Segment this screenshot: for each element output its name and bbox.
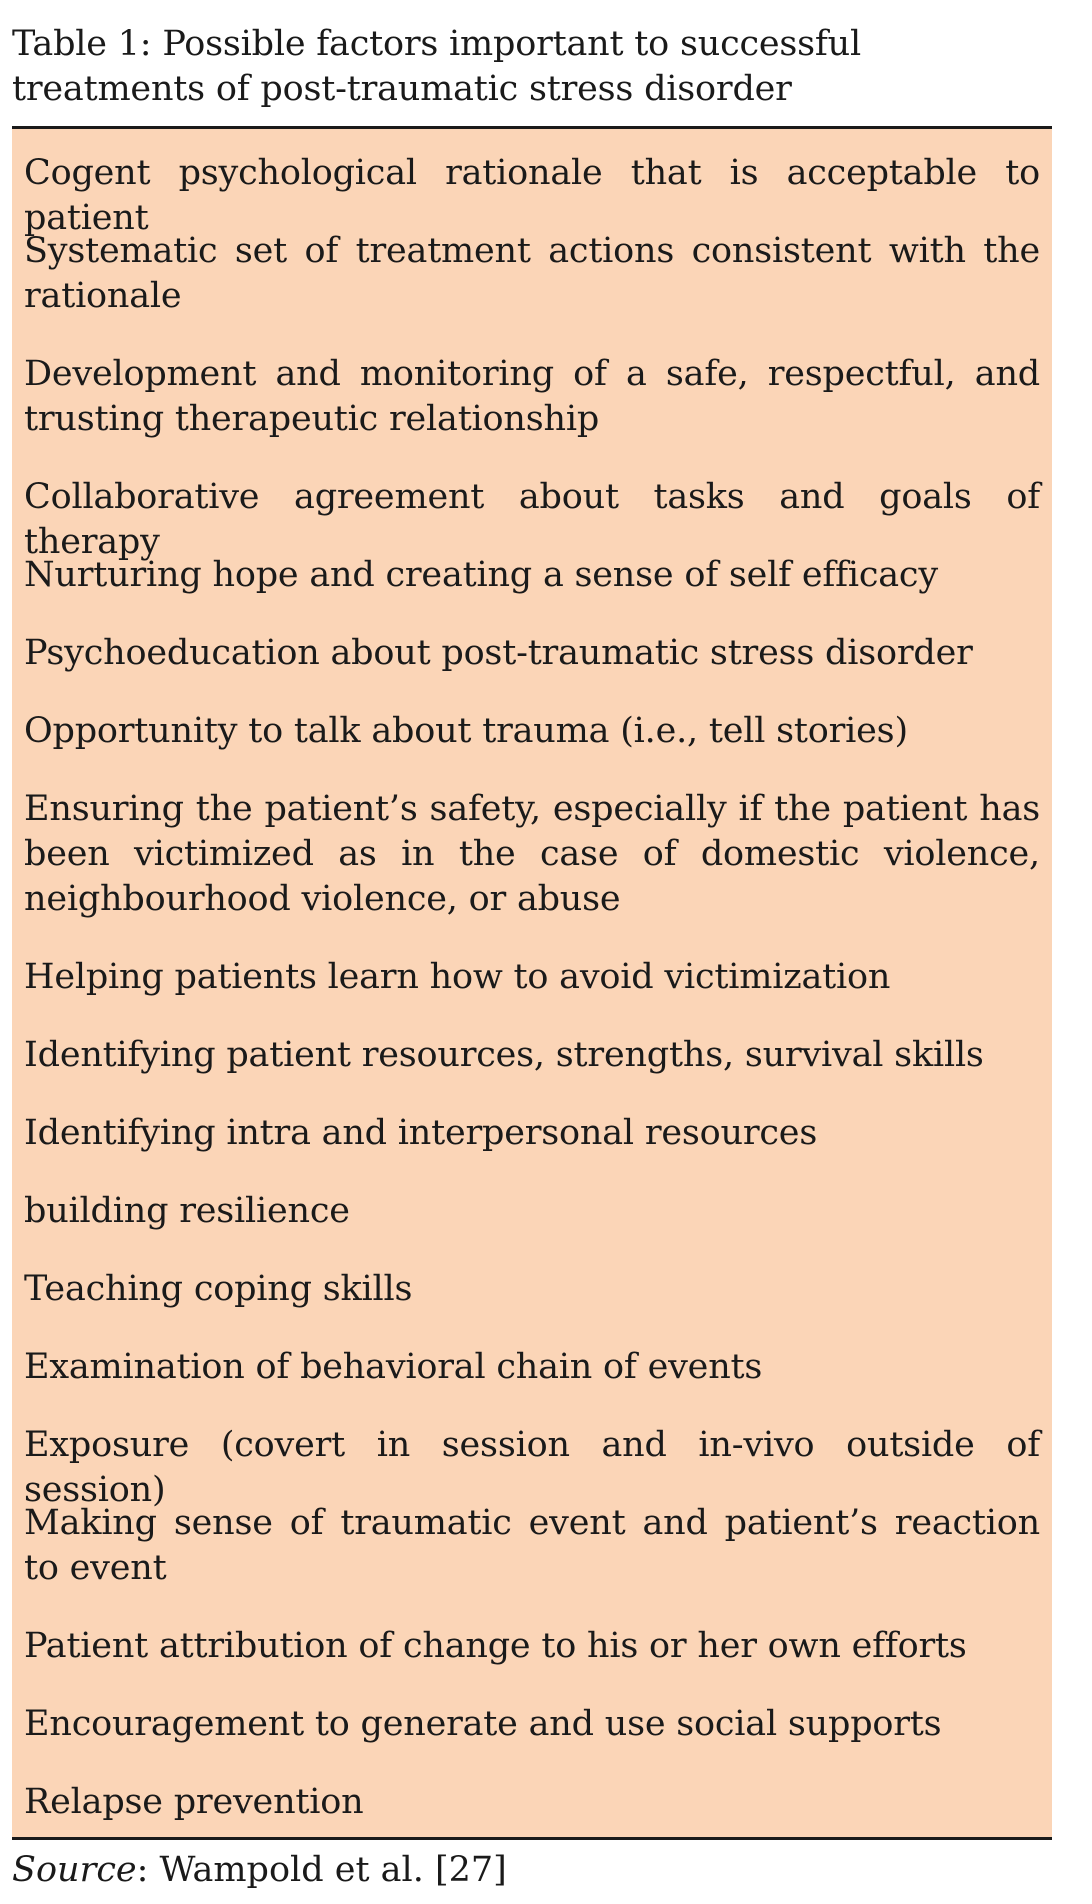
table-row: Collaborative agreement about tasks and goals of therapy bbox=[24, 477, 1040, 562]
table-row: Opportunity to talk about trauma (i.e., tell stories) bbox=[24, 711, 908, 751]
table-row: Relapse prevention bbox=[24, 1782, 364, 1822]
table-row: Encouragement to generate and use social supports bbox=[24, 1704, 942, 1744]
table-caption: Table 1: Possible factors important to successful treatments of post-traumatic stress disorder bbox=[12, 24, 861, 109]
source-label: Source bbox=[12, 1850, 137, 1890]
table-row: Systematic set of treatment actions consistent with the rationale bbox=[24, 231, 1040, 316]
table-row: Making sense of traumatic event and patient’s reaction to event bbox=[24, 1503, 1040, 1588]
table-row: Psychoeducation about post-traumatic stress disorder bbox=[24, 633, 973, 673]
table-row: Identifying intra and interpersonal resources bbox=[24, 1113, 818, 1153]
table-row: Cogent psychological rationale that is acceptable to patient bbox=[24, 153, 1040, 238]
table-row: building resilience bbox=[24, 1191, 350, 1231]
table-row: Helping patients learn how to avoid victimization bbox=[24, 957, 891, 997]
table-row: Examination of behavioral chain of events bbox=[24, 1347, 763, 1387]
table-row: Identifying patient resources, strengths, survival skills bbox=[24, 1035, 984, 1075]
source-text: : Wampold et al. [27] bbox=[136, 1850, 507, 1890]
table-row: Teaching coping skills bbox=[24, 1269, 413, 1309]
table-row: Development and monitoring of a safe, respectful, and trusting therapeutic relationship bbox=[24, 354, 1040, 439]
table-row: Patient attribution of change to his or her own efforts bbox=[24, 1626, 967, 1666]
source-note bbox=[12, 1848, 507, 1893]
factors-table bbox=[12, 126, 1052, 1840]
table-row: Exposure (covert in session and in-vivo outside of session) bbox=[24, 1425, 1040, 1510]
table-row: Nurturing hope and creating a sense of self efficacy bbox=[24, 555, 938, 595]
table-row: Ensuring the patient’s safety, especially if the patient has been victimized as in the case of domestic violence, neighbourhood violence, or abuse bbox=[24, 789, 1040, 919]
